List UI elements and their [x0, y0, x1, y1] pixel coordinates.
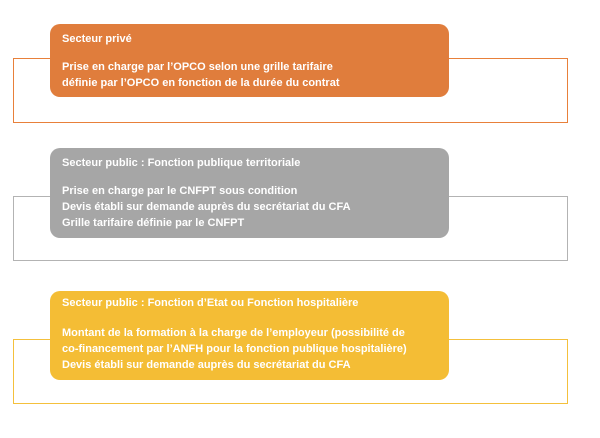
section-title: Secteur privé [62, 33, 132, 45]
section-title: Secteur public : Fonction d’Etat ou Fonction hospitalière [62, 297, 359, 309]
section-line: co-financement par l’ANFH pour la fonction publique hospitalière) [62, 343, 407, 355]
section-line: définie par l’OPCO en fonction de la durée du contrat [62, 77, 340, 89]
section-line: Montant de la formation à la charge de l’employeur (possibilité de [62, 327, 405, 339]
section-line: Devis établi sur demande auprès du secrétariat du CFA [62, 201, 351, 213]
section-panel [50, 291, 449, 380]
section-panel [50, 24, 449, 97]
section-line: Prise en charge par le CNFPT sous condition [62, 185, 298, 197]
section-line: Grille tarifaire définie par le CNFPT [62, 217, 245, 229]
section-title: Secteur public : Fonction publique territoriale [62, 157, 301, 169]
section-line: Devis établi sur demande auprès du secrétariat du CFA [62, 359, 351, 371]
section-panel [50, 148, 449, 238]
section-line: Prise en charge par l’OPCO selon une grille tarifaire [62, 61, 333, 73]
